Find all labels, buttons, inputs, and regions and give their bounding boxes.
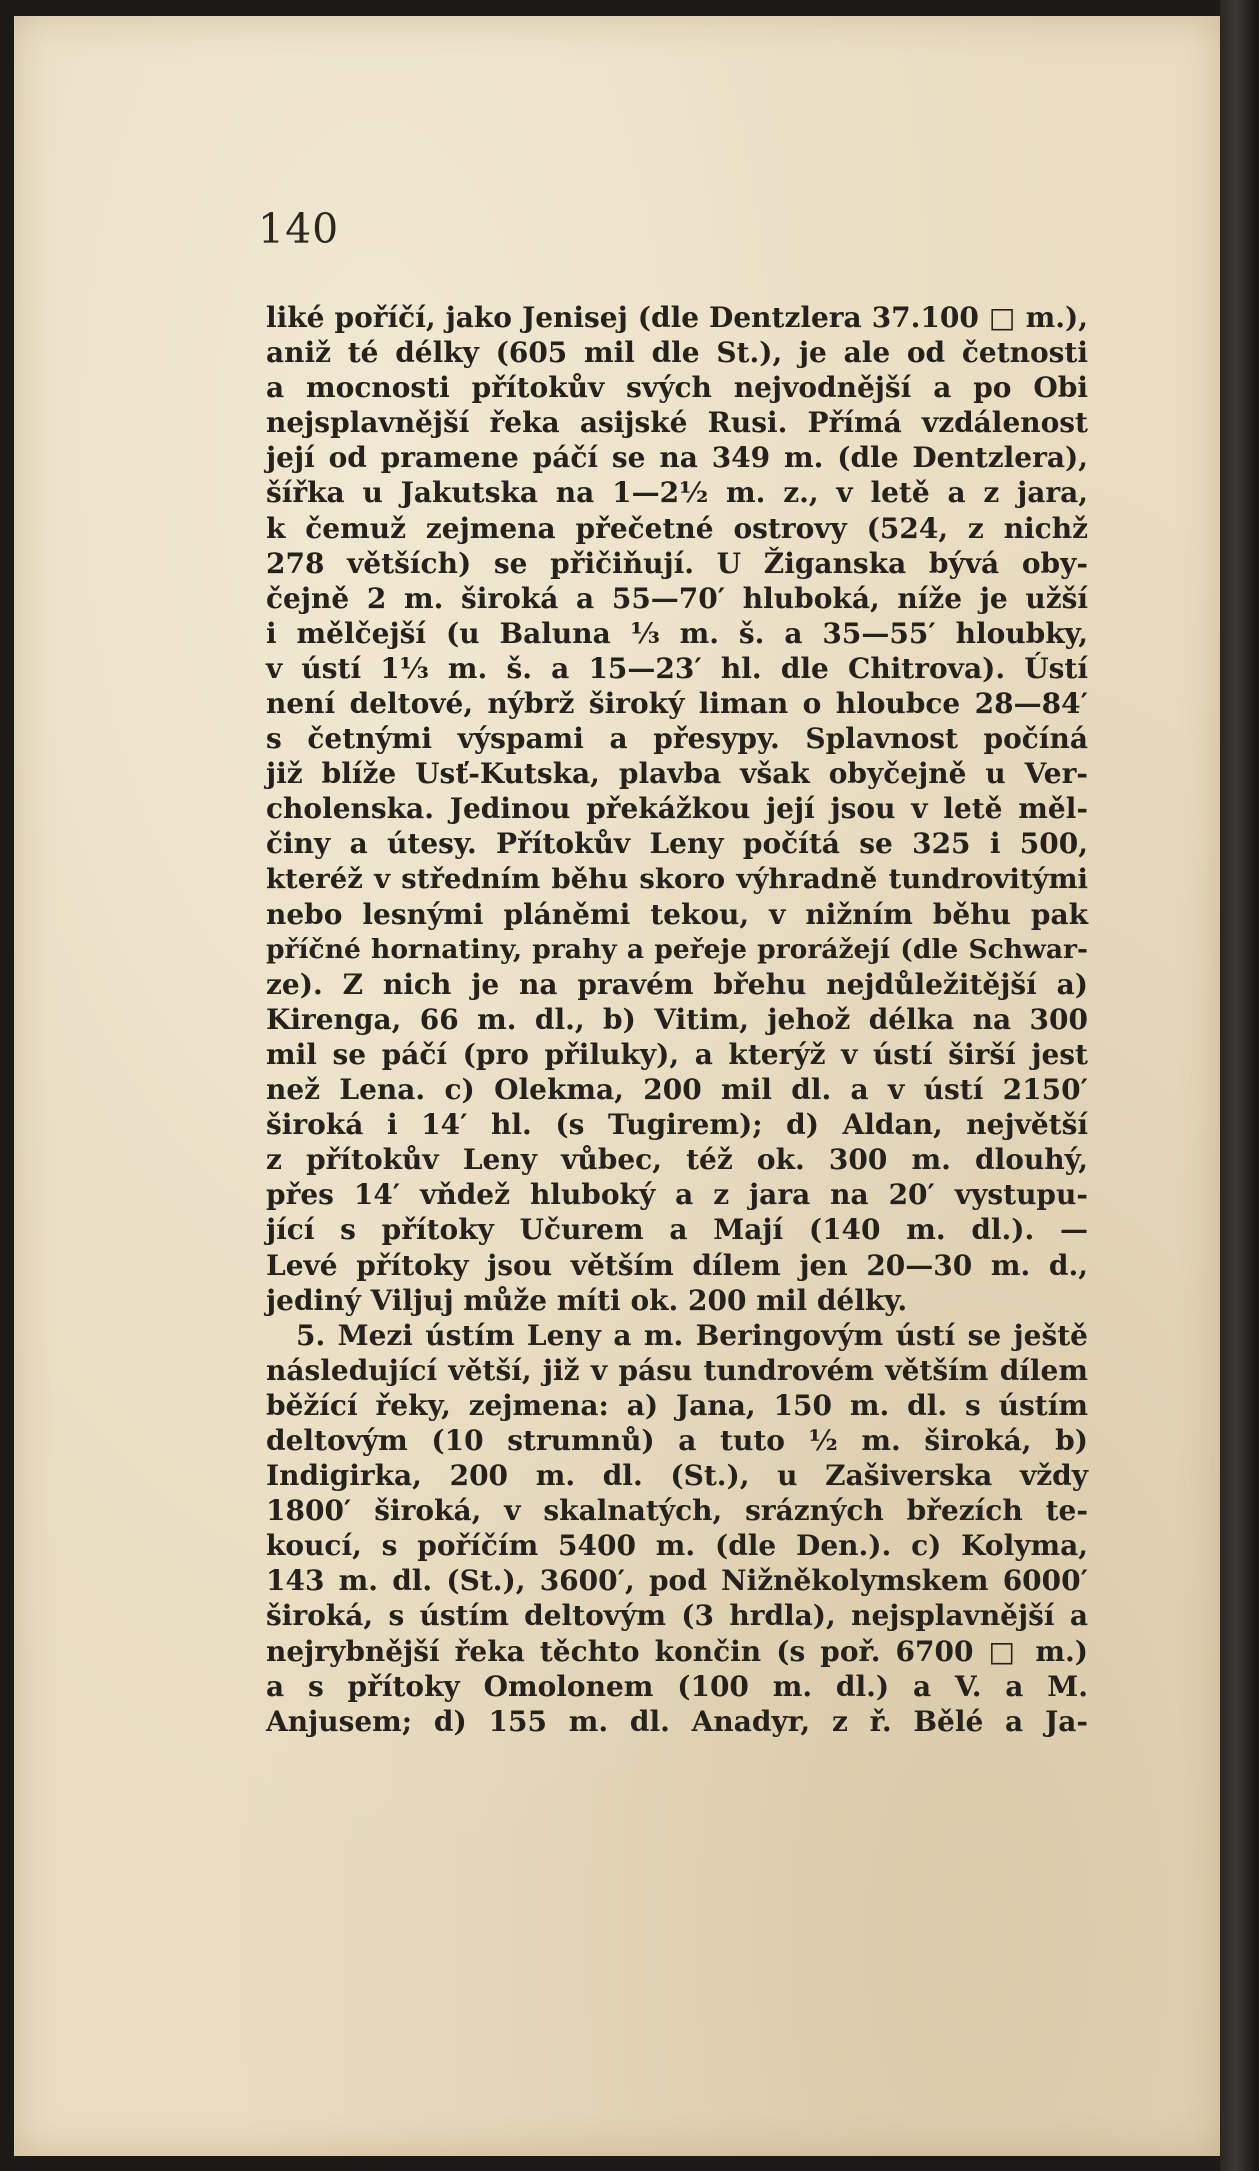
text-line: 143 m. dl. (St.), 3600′, pod Nižněkolymskem 6000′ bbox=[266, 1564, 1088, 1598]
text-line: k čemuž zejmena přečetné ostrovy (524, z nichž bbox=[266, 511, 1088, 545]
text-line: široká i 14′ hl. (s Tugirem); d) Aldan, největší bbox=[266, 1108, 1088, 1142]
text-line: a mocnosti přítokův svých nejvodnější a po Obi bbox=[266, 371, 1088, 405]
paragraph-1 bbox=[266, 300, 1088, 1318]
text-line: ze). Z nich je na pravém břehu nejdůležitější a) bbox=[266, 967, 1088, 1001]
text-line: deltovým (10 strumnů) a tuto ½ m. široká, b) bbox=[266, 1424, 1088, 1457]
text-line: není deltové, nýbrž široký liman o hloubce 28—84′ bbox=[266, 687, 1088, 721]
text-line: Kirenga, 66 m. dl., b) Vitim, jehož délka na 300 bbox=[266, 1002, 1088, 1036]
text-line: 5. Mezi ústím Leny a m. Beringovým ústí se ještě bbox=[296, 1318, 1088, 1352]
text-line: cholenska. Jedinou překážkou její jsou v letě měl- bbox=[266, 792, 1088, 826]
text-line: šířka u Jakutska na 1—2½ m. z., v letě a z jara, bbox=[266, 476, 1088, 510]
text-line: nejrybnější řeka těchto končin (s poř. 6700 □ m.) bbox=[266, 1634, 1088, 1668]
paragraph-2 bbox=[266, 1318, 1088, 1739]
text-line: 1800′ široká, v skalnatých, srázných březích te- bbox=[266, 1494, 1088, 1528]
text-line: koucí, s poříčím 5400 m. (dle Den.). c) Kolyma, bbox=[266, 1529, 1088, 1563]
text-line: nebo lesnými pláněmi tekou, v nižním běhu pak bbox=[266, 897, 1088, 931]
text-line: než Lena. c) Olekma, 200 mil dl. a v ústí 2150′ bbox=[266, 1073, 1088, 1107]
text-line: činy a útesy. Přítokův Leny počítá se 325 i 500, bbox=[266, 827, 1088, 861]
text-line: mil se páčí (pro přiluky), a kterýž v ústí širší jest bbox=[266, 1037, 1088, 1071]
text-line: v ústí 1⅓ m. š. a 15—23′ hl. dle Chitrova). Ústí bbox=[266, 651, 1088, 685]
text-line: čejně 2 m. široká a 55—70′ hluboká, níže je užší bbox=[266, 581, 1088, 615]
book-spine bbox=[1220, 0, 1259, 2171]
text-line: a s přítoky Omolonem (100 m. dl.) a V. a M. bbox=[266, 1669, 1088, 1703]
text-line: následující větší, již v pásu tundrovém větším dílem bbox=[266, 1353, 1088, 1387]
text-line: s četnými výspami a přesypy. Splavnost počíná bbox=[266, 722, 1088, 756]
text-line: Anjusem; d) 155 m. dl. Anadyr, z ř. Bělé a Ja- bbox=[266, 1704, 1088, 1738]
text-line: široká, s ústím deltovým (3 hrdla), nejsplavnější a bbox=[266, 1599, 1088, 1633]
text-line: 278 větších) se přičiňují. U Žiganska bývá oby- bbox=[266, 546, 1088, 580]
text-line: kteréž v středním běhu skoro výhradně tundrovitými bbox=[266, 862, 1088, 895]
text-line: z přítokův Leny vůbec, též ok. 300 m. dlouhý, bbox=[266, 1143, 1088, 1177]
text-line: aniž té délky (605 mil dle St.), je ale od četnosti bbox=[266, 336, 1088, 370]
body-text bbox=[266, 300, 1088, 1739]
page-number: 140 bbox=[258, 205, 340, 253]
text-line: i mělčejší (u Baluna ⅓ m. š. a 35—55′ hloubky, bbox=[266, 616, 1088, 650]
text-line: Levé přítoky jsou větším dílem jen 20—30 m. d., bbox=[266, 1248, 1088, 1282]
text-line: příčné hornatiny, prahy a peřeje prorážejí (dle Schwar- bbox=[266, 933, 1088, 965]
text-line: běžící řeky, zejmena: a) Jana, 150 m. dl. s ústím bbox=[266, 1388, 1088, 1422]
text-line: přes 14′ vňdež hluboký a z jara na 20′ vystupu- bbox=[266, 1178, 1088, 1212]
text-line: již blíže Usť-Kutska, plavba však obyčejně u Ver- bbox=[266, 757, 1088, 791]
text-line: Indigirka, 200 m. dl. (St.), u Zašiverska vždy bbox=[266, 1459, 1088, 1493]
text-line: liké poříčí, jako Jenisej (dle Dentzlera 37.100 □ m.), bbox=[266, 301, 1088, 334]
text-line: nejsplavnější řeka asijské Rusi. Přímá vzdálenost bbox=[266, 406, 1088, 440]
text-line: jící s přítoky Učurem a Mají (140 m. dl.). — bbox=[266, 1213, 1088, 1247]
text-line: jediný Viljuj může míti ok. 200 mil délky. bbox=[266, 1283, 908, 1317]
text-line: její od pramene páčí se na 349 m. (dle Dentzlera), bbox=[266, 441, 1088, 475]
